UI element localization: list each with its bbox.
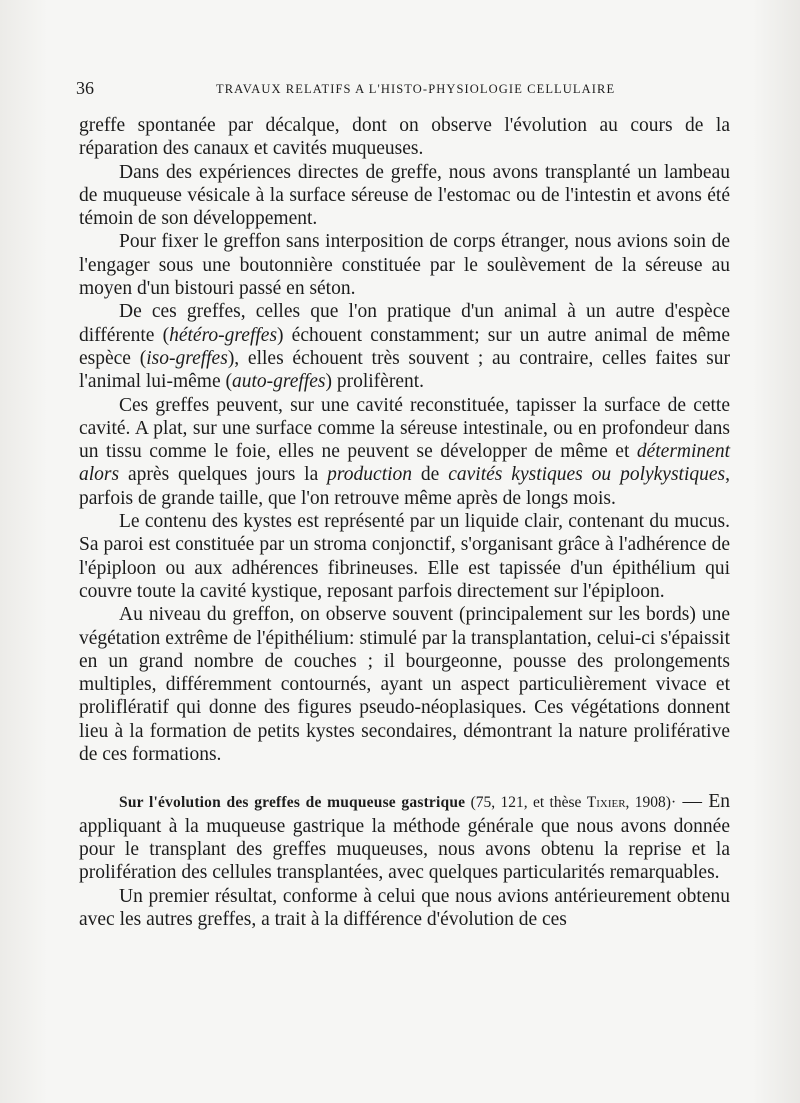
italic-term: production	[327, 464, 413, 486]
italic-term: hétéro-greffes	[169, 324, 278, 346]
page-header	[76, 78, 736, 102]
paragraph: Pour fixer le greffon sans interposition de corps étranger, nous avions soin de l'engager sous une boutonnière constituée par le soulèvement de la séreuse au moyen d'un bistouri passé en séton.	[79, 231, 730, 300]
paragraph-greffes-types	[79, 300, 730, 393]
paragraph-cavites	[79, 394, 730, 510]
body-text	[79, 114, 730, 931]
running-title: TRAVAUX RELATIFS A L'HISTO-PHYSIOLOGIE CELLULAIRE	[216, 82, 616, 96]
page-number: 36	[76, 78, 94, 98]
italic-term: déterminent alors	[79, 441, 730, 486]
paragraph: Au niveau du greffon, on observe souvent (principalement sur les bords) une végétation extrême de l'épithélium: stimulé par la transplantation, celui-ci s'épaissit en un grand nombre de couches ; il bourgeonne, pousse des prolongements multiples, différemment contournés, ayant un aspect particulièrement vivace et proliflératif qui donne des figures pseudo-néoplasiques. Ces végétations donnent lieu à la formation de petits kystes secondaires, démontrant la nature proliférative de ces formations.	[79, 604, 730, 766]
text-run: de	[412, 464, 449, 486]
section-title: Sur l'évolution des greffes de muqueuse gastrique	[119, 794, 466, 812]
paragraph: Le contenu des kystes est représenté par un liquide clair, contenant du mucus. Sa paroi est constituée par un stroma conjonctif, s'organisant grâce à l'adhérence de l'épiploon ou aux adhérences fibrineuses. Elle est tapissée d'un épithélium qui couvre toute la cavité kystique, reposant parfois directement sur l'épiploon.	[79, 511, 730, 602]
paragraph: Dans des expériences directes de greffe, nous avons transplanté un lambeau de muqueuse vésicale à la surface séreuse de l'estomac ou de l'intestin et avons été témoin de son développement.	[79, 161, 730, 230]
section-text: — En appliquant à la muqueuse gastrique la méthode générale que nous avons donnée pour le transplant des greffes muqueuses, nous avons obtenu la reprise et la prolifération des cellules transplantées, avec quelques particularités remarquables.	[79, 791, 730, 884]
section-ref-author: Tixier	[586, 794, 626, 812]
italic-term: auto-greffes	[231, 371, 326, 393]
section-ref: , 1908)·	[625, 794, 677, 812]
text-run: ) échouent constamment; sur un autre animal de même espèce (	[79, 324, 730, 369]
italic-term: iso-greffes	[146, 347, 228, 369]
section-paragraph	[79, 790, 730, 884]
italic-term: cavités kystiques ou polykystiques	[448, 464, 726, 486]
text-run: après quelques jours la	[119, 464, 328, 486]
text-run: Ces greffes peuvent, sur une cavité reconstituée, tapisser la surface de cette cavité. A plat, sur une surface comme la séreuse intestinale, ou en profondeur dans un tissu comme le foie, elles ne peuvent se développer de même et	[79, 394, 730, 463]
text-run: ) prolifèrent.	[325, 371, 425, 393]
paragraph-continuation: greffe spontanée par décalque, dont on observe l'évolution au cours de la réparation des canaux et cavités muqueuses.	[79, 115, 730, 160]
text-run: ), elles échouent très souvent ; au contraire, celles faites sur l'animal lui-même (	[79, 347, 730, 393]
section-ref: (75, 121, et thèse	[465, 794, 587, 812]
text-run: De ces greffes, celles que l'on pratique d'un animal à un autre d'espèce différente (	[79, 301, 730, 346]
text-run: , parfois de grande taille, que l'on retrouve même après de longs mois.	[79, 464, 731, 509]
paragraph: Un premier résultat, conforme à celui que nous avions antérieurement obtenu avec les autres greffes, a trait à la différence d'évolution de ces	[79, 885, 730, 930]
